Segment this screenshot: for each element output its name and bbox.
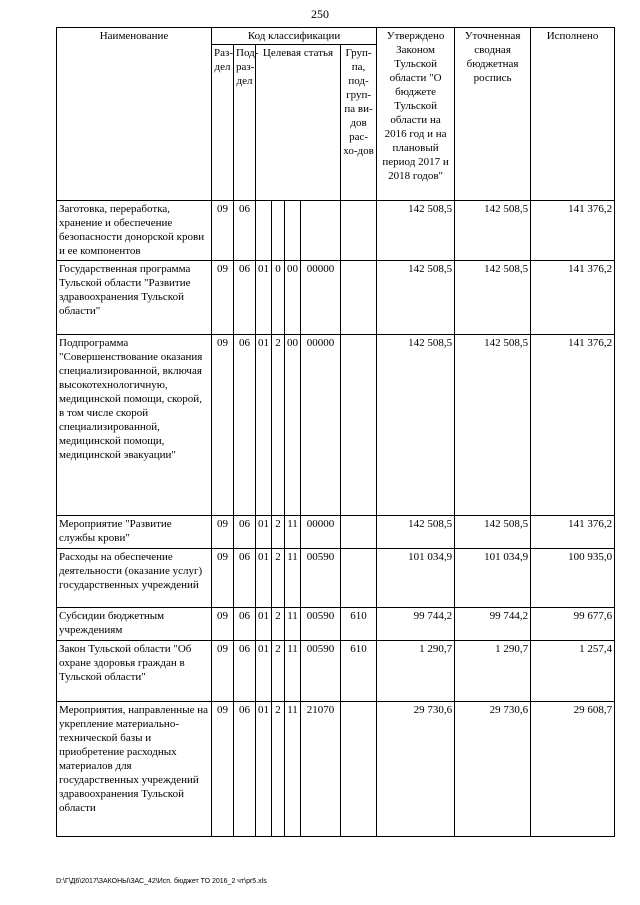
cell-rz: 09 [212, 261, 234, 335]
cell-refined: 142 508,5 [455, 335, 531, 516]
cell-rz: 09 [212, 608, 234, 641]
cell-t2: 2 [272, 608, 285, 641]
header-approved: Утверждено Законом Тульской области "О бюджете Тульской области на 2016 год и на плановый период 2017 и 2018 годов" [377, 28, 455, 201]
table-row [57, 702, 615, 837]
cell-approved: 142 508,5 [377, 201, 455, 261]
cell-executed: 141 376,2 [531, 335, 615, 516]
cell-t4: 00000 [301, 335, 341, 516]
cell-approved: 29 730,6 [377, 702, 455, 837]
cell-name: Мероприятия, направленные на укрепление материально-технической базы и приобретение расходных материалов для государственных учреждений здравоохранения Тульской области [57, 702, 212, 837]
cell-executed: 141 376,2 [531, 201, 615, 261]
cell-t3: 11 [285, 702, 301, 837]
table-row [57, 201, 615, 261]
cell-approved: 142 508,5 [377, 261, 455, 335]
cell-name: Подпрограмма "Совершенствование оказания специализированной, включая высокотехнологичную, медицинской помощи, скорой, в том числе скорой специализированной, медицинской помощи, медицинской эвакуации" [57, 335, 212, 516]
cell-approved: 142 508,5 [377, 335, 455, 516]
cell-vr [341, 549, 377, 608]
cell-t2: 2 [272, 335, 285, 516]
cell-rz: 09 [212, 201, 234, 261]
cell-rz: 09 [212, 335, 234, 516]
cell-rz: 09 [212, 549, 234, 608]
cell-t3 [285, 201, 301, 261]
cell-prz: 06 [234, 201, 256, 261]
cell-t3: 11 [285, 516, 301, 549]
page-number: 250 [311, 7, 329, 21]
cell-t1: 01 [256, 516, 272, 549]
cell-rz: 09 [212, 702, 234, 837]
cell-t2: 2 [272, 702, 285, 837]
cell-vr: 610 [341, 608, 377, 641]
cell-approved: 99 744,2 [377, 608, 455, 641]
header-target: Целевая статья [256, 45, 341, 201]
cell-refined: 101 034,9 [455, 549, 531, 608]
header-code: Код классификации [212, 28, 377, 45]
cell-prz: 06 [234, 608, 256, 641]
cell-rz: 09 [212, 516, 234, 549]
cell-refined: 142 508,5 [455, 516, 531, 549]
header-group: Груп-па, под-груп-па ви-дов рас-хо-дов [341, 45, 377, 201]
cell-name: Субсидии бюджетным учреждениям [57, 608, 212, 641]
cell-t2: 2 [272, 641, 285, 702]
cell-name: Закон Тульской области "Об охране здоровья граждан в Тульской области" [57, 641, 212, 702]
budget-table [56, 27, 615, 837]
cell-refined: 1 290,7 [455, 641, 531, 702]
header-refined: Уточненная сводная бюджетная роспись [455, 28, 531, 201]
cell-executed: 1 257,4 [531, 641, 615, 702]
cell-approved: 142 508,5 [377, 516, 455, 549]
cell-name: Расходы на обеспечение деятельности (оказание услуг) государственных учреждений [57, 549, 212, 608]
cell-t2: 2 [272, 549, 285, 608]
cell-refined: 142 508,5 [455, 261, 531, 335]
cell-refined: 29 730,6 [455, 702, 531, 837]
cell-t1: 01 [256, 702, 272, 837]
cell-executed: 99 677,6 [531, 608, 615, 641]
cell-t1: 01 [256, 549, 272, 608]
cell-t4: 21070 [301, 702, 341, 837]
cell-t2: 0 [272, 261, 285, 335]
cell-vr [341, 201, 377, 261]
table-row [57, 261, 615, 335]
cell-t3: 11 [285, 641, 301, 702]
cell-t4 [301, 201, 341, 261]
cell-approved: 1 290,7 [377, 641, 455, 702]
cell-refined: 99 744,2 [455, 608, 531, 641]
cell-t3: 00 [285, 335, 301, 516]
table-row [57, 335, 615, 516]
cell-prz: 06 [234, 261, 256, 335]
cell-vr [341, 335, 377, 516]
cell-prz: 06 [234, 549, 256, 608]
cell-t1: 01 [256, 335, 272, 516]
cell-t4: 00590 [301, 641, 341, 702]
cell-prz: 06 [234, 516, 256, 549]
table-row [57, 608, 615, 641]
header-executed: Исполнено [531, 28, 615, 201]
cell-name: Заготовка, переработка, хранение и обеспечение безопасности донорской крови и ее компонентов [57, 201, 212, 261]
cell-t2 [272, 201, 285, 261]
header-subsection: Под-раз-дел [234, 45, 256, 201]
cell-approved: 101 034,9 [377, 549, 455, 608]
header-name: Наименование [57, 28, 212, 201]
cell-t2: 2 [272, 516, 285, 549]
cell-executed: 141 376,2 [531, 261, 615, 335]
cell-rz: 09 [212, 641, 234, 702]
cell-executed: 141 376,2 [531, 516, 615, 549]
cell-vr [341, 702, 377, 837]
cell-t3: 11 [285, 608, 301, 641]
cell-name: Государственная программа Тульской области "Развитие здравоохранения Тульской области" [57, 261, 212, 335]
table-row [57, 516, 615, 549]
table-row [57, 549, 615, 608]
cell-prz: 06 [234, 335, 256, 516]
cell-t3: 11 [285, 549, 301, 608]
cell-name: Мероприятие "Развитие службы крови" [57, 516, 212, 549]
file-path-footer: D:\Г\Д6\2017\ЗАКОНЫ\ЗАС_42\Исп. бюджет ТО 2016_2 чт\pr5.xls [56, 878, 267, 885]
cell-t4: 00000 [301, 516, 341, 549]
cell-t1: 01 [256, 261, 272, 335]
cell-vr [341, 516, 377, 549]
cell-t4: 00000 [301, 261, 341, 335]
cell-refined: 142 508,5 [455, 201, 531, 261]
cell-t1: 01 [256, 608, 272, 641]
table-row [57, 641, 615, 702]
cell-executed: 100 935,0 [531, 549, 615, 608]
cell-t4: 00590 [301, 549, 341, 608]
cell-t4: 00590 [301, 608, 341, 641]
cell-prz: 06 [234, 702, 256, 837]
cell-vr [341, 261, 377, 335]
cell-executed: 29 608,7 [531, 702, 615, 837]
cell-prz: 06 [234, 641, 256, 702]
cell-t1 [256, 201, 272, 261]
cell-vr: 610 [341, 641, 377, 702]
cell-t1: 01 [256, 641, 272, 702]
header-section: Раз-дел [212, 45, 234, 201]
cell-t3: 00 [285, 261, 301, 335]
